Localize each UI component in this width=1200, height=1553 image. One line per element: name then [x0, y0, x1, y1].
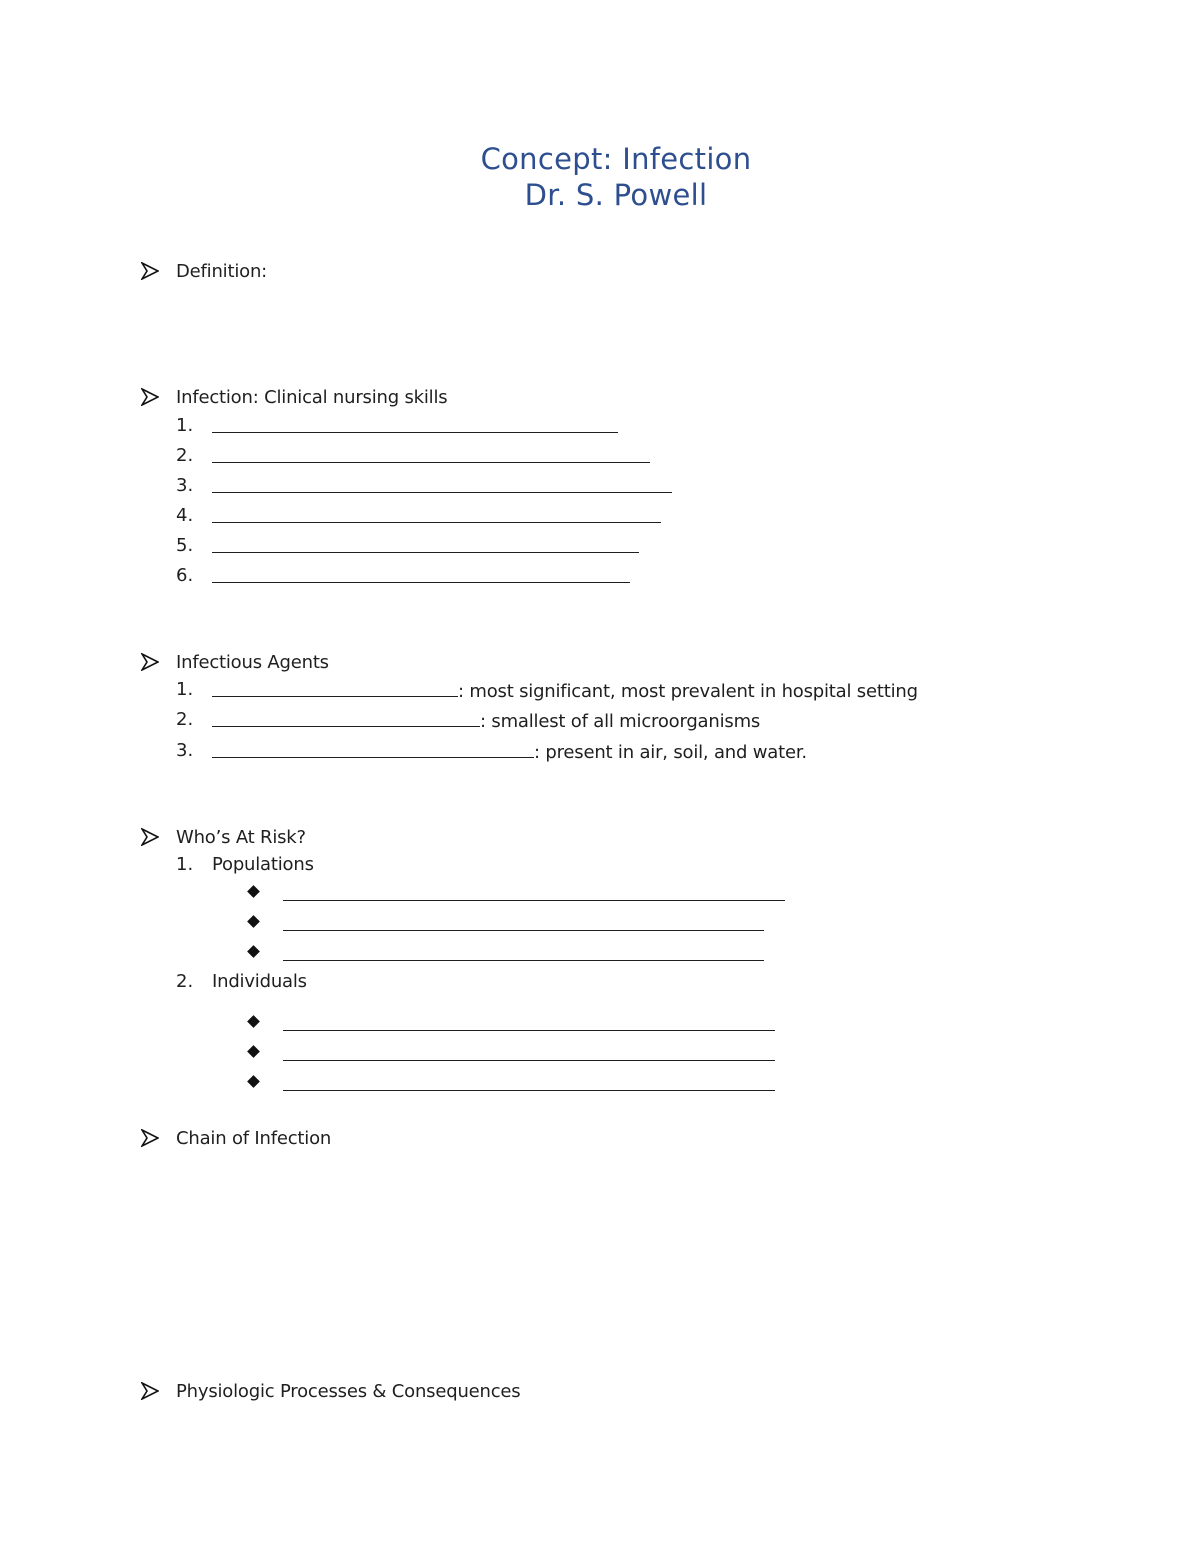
individual-blank[interactable]	[283, 1042, 775, 1066]
arrow-bullet-icon	[141, 262, 159, 280]
arrow-bullet-icon	[141, 1129, 159, 1147]
definition-heading: Definition:	[176, 261, 268, 282]
agent-row	[212, 678, 918, 702]
agent-row	[212, 708, 760, 732]
skill-blank[interactable]	[212, 564, 630, 588]
arrow-bullet-icon	[141, 1382, 159, 1400]
skill-blank[interactable]	[212, 444, 650, 468]
agent-number: 1.	[176, 679, 194, 700]
diamond-bullet-icon	[247, 915, 260, 928]
arrow-bullet-icon	[141, 828, 159, 846]
skills-heading-rest: Clinical nursing skills	[258, 387, 448, 408]
agent-blank[interactable]	[212, 678, 458, 697]
diamond-bullet-icon	[247, 1045, 260, 1058]
agent-description: : smallest of all microorganisms	[480, 711, 761, 732]
skill-number: 2.	[176, 445, 194, 466]
individual-blank[interactable]	[283, 1072, 775, 1096]
agent-blank[interactable]	[212, 739, 534, 758]
population-blank[interactable]	[283, 942, 764, 966]
population-blank[interactable]	[283, 882, 785, 906]
chain-heading: Chain of Infection	[176, 1128, 332, 1149]
risk-group-label: Individuals	[212, 971, 307, 992]
skill-number: 4.	[176, 505, 194, 526]
skill-blank[interactable]	[212, 474, 672, 498]
agent-number: 2.	[176, 709, 194, 730]
skill-number: 1.	[176, 415, 194, 436]
diamond-bullet-icon	[247, 1075, 260, 1088]
skill-blank[interactable]	[212, 504, 661, 528]
document-title: Concept: Infection	[480, 142, 752, 176]
document-author: Dr. S. Powell	[524, 178, 708, 212]
skill-number: 6.	[176, 565, 194, 586]
agent-row	[212, 739, 807, 763]
agent-blank[interactable]	[212, 708, 480, 727]
skill-blank[interactable]	[212, 534, 639, 558]
agent-description: : most significant, most prevalent in hospital setting	[458, 681, 918, 702]
diamond-bullet-icon	[247, 945, 260, 958]
arrow-bullet-icon	[141, 653, 159, 671]
risk-group-number: 1.	[176, 854, 194, 875]
physio-heading: Physiologic Processes & Consequences	[176, 1381, 521, 1402]
diamond-bullet-icon	[247, 885, 260, 898]
skills-heading-lead: Infection:	[176, 387, 259, 408]
diamond-bullet-icon	[247, 1015, 260, 1028]
risk-heading: Who’s At Risk?	[176, 827, 306, 848]
agent-description: : present in air, soil, and water.	[534, 742, 807, 763]
agent-number: 3.	[176, 740, 194, 761]
risk-group-label: Populations	[212, 854, 314, 875]
skills-heading	[176, 386, 447, 410]
population-blank[interactable]	[283, 912, 764, 936]
risk-group-number: 2.	[176, 971, 194, 992]
individual-blank[interactable]	[283, 1012, 775, 1036]
arrow-bullet-icon	[141, 388, 159, 406]
skill-blank[interactable]	[212, 414, 618, 438]
skill-number: 3.	[176, 475, 194, 496]
agents-heading: Infectious Agents	[176, 652, 329, 673]
skill-number: 5.	[176, 535, 194, 556]
